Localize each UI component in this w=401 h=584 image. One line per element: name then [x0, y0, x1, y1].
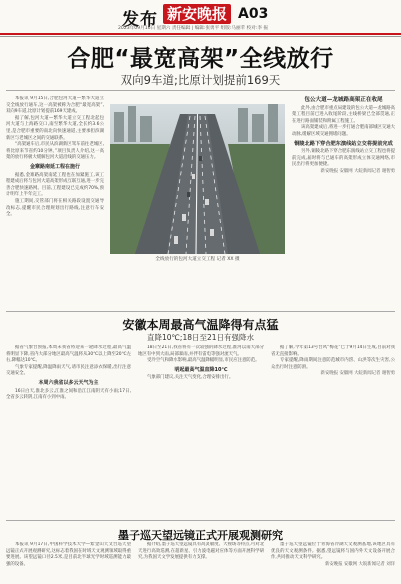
lead-paragraph: 本报讯 9月15日,合肥包河大道—繁华大道立交全线放行通车,这一高架被称为合肥“最宽高架”,双向9车道,比原计划提前169天建成。 [6, 96, 104, 115]
weather-subheadline: 直降10℃;18日至21日有强降水 [146, 333, 255, 342]
weather-paragraph: 据了解,今年第13号台风“梅花”已于9月14日生成,目前对我省无直接影响。 [271, 345, 395, 357]
photo-caption: 全线放行的包河大道立交工程 记者 XX 摄 [155, 257, 240, 262]
weather-paragraph: 18日至21日,我省将有一次较强的降水过程,淮河以南大部分地区有中到大雨,局部暴雨,并伴有雷电等强对流天气。 [138, 345, 264, 357]
lead-subheadline: 双向9车道;比原计划提前169天 [120, 73, 281, 87]
headline-divider [6, 90, 395, 91]
side-story-paragraph: 另外,铜陵北路下穿合肥东演线站立交工程也将提前完成,届时将与已通车的高架形成立体交通网络,市民出行将更加便捷。 [292, 149, 395, 168]
weather-left-column [6, 345, 131, 515]
section-title: 发布 [122, 10, 158, 30]
weather-paragraph: 受冷空气和降水影响,最高气温降幅明显,市民应注意防范。 [147, 358, 260, 364]
weather-paragraph: 专家提醒,降雨期间注意防范城市内涝、山洪等次生灾害,公众出行时注意防滑。 [271, 358, 395, 370]
masthead-meta: 2023年09月16日 星期六 责任编辑 | 编辑:张勇平 组版:马丽苹 校对:李 振 [118, 26, 269, 31]
lead-story-left-column [6, 96, 104, 308]
lead-paragraph: 据了解,包河大道—繁华大道立交工程北起包河大道与上海路交口,南至繁华大道,全长约3.6公里,是合肥市重要的南北向快速通道,主要承担滨湖新区与老城区之间的交通联系。 [6, 115, 104, 141]
weather-subheading: 明起最高气温直降10℃ [174, 366, 228, 373]
telescope-column-2 [138, 542, 264, 582]
telescope-byline: 新安晚报 安徽网 大皖新闻记者 刘洋 [324, 561, 395, 567]
masthead-thin-rule [0, 36, 401, 37]
weather-headline: 安徽本周最高气温降得有点猛 [122, 318, 279, 332]
weather-middle-column [138, 345, 264, 515]
side-story-paragraph: 此外,由合肥市重点局建设的包公大道—龙城路高架工程目前已进入收尾阶段,主线桥梁已全部贯通,正在进行路面铺装和附属工程施工。 [292, 105, 395, 124]
masthead [0, 0, 401, 36]
lead-paragraph: “高架通车后,市民从滨湖新区驾车前往老城区,将比原来节省约10分钟。”项目负责人介绍,这一高架的放行将极大缓解包河大道沿线的交通压力。 [6, 142, 104, 161]
weather-subheading: 本周六我省以多云天气为主 [38, 379, 99, 386]
weather-right-column [271, 345, 395, 515]
side-story-paragraph: 该高架建成后,将进一步打通合肥南部城区交通大动脉,缓解区域交通拥堵问题。 [292, 125, 395, 137]
telescope-column-1 [6, 542, 131, 582]
page-number: A03 [238, 6, 269, 22]
telescope-paragraph: 据介绍,墨子巡天望远镜具有高灵敏度、大视场等特点,可对北天进行高效巡测,在超新星、引力波电磁对应体等方面开展科学研究,为我国天文学发展提供有力支撑。 [138, 542, 264, 561]
side-story-heading: 包公大道—龙城路高架正在收尾 [304, 97, 383, 103]
telescope-headline: 墨子巡天望远镜正式开展观测研究 [118, 529, 283, 542]
side-story-byline: 新安晚报 安徽网 大皖新闻记者 谢智勇 [320, 168, 395, 174]
section-divider [6, 311, 395, 312]
weather-paragraph: 16日白天,淮北多云,江淮之间和沿江江南阴天有小雨;17日,全省多云转阴,江南有小到中雨。 [6, 388, 131, 401]
lead-subheading: 金寨路南延工程在施行 [29, 163, 80, 170]
lead-headline: 合肥“最宽高架”全线放行 [67, 46, 334, 72]
telescope-column-3 [271, 542, 395, 582]
weather-paragraph: 气象部门建议,关注天气变化,合理安排出行。 [147, 375, 234, 381]
weather-byline: 新安晚报 安徽网 大皖新闻记者 谢智勇 [320, 371, 395, 377]
masthead-red-rule [0, 33, 401, 35]
highway-aerial-image [110, 104, 285, 254]
lead-paragraph: 据悉,金寨路高架南延工程也在加紧施工,该工程建成后将与包河大道高架形成互联互通,进一步完善合肥快速路网。目前,工程建设已完成约70%,预计明年上半年完工。 [6, 172, 104, 198]
side-story-subheading: 铜陵北路下穿合肥东演线站立交将提前完成 [294, 140, 393, 147]
telescope-paragraph: 本报讯 9月17日,中国科学技术大学—紫金山天文台巡天望远镜正式开展观测研究,这标志着我国在时域天文观测领域取得重要进展。该望远镜口径2.5米,是目前北半球光学时域巡测能力最强的设备。 [6, 542, 131, 567]
newspaper-logo: 新安晚报 [163, 4, 231, 24]
telescope-paragraph: 墨子巡天望远镜位于青海省冷湖天文观测基地,该地区具有优良的天文观测条件。据悉,望远镜将与国内外天文设备开展合作,共同推动天文科学研究。 [271, 542, 395, 561]
side-story-column [292, 95, 395, 307]
highway-photo [110, 104, 285, 254]
weather-paragraph: 据省气象台预报,本周末我省将迎来一轮降水过程,最高气温将明显下降,省内大部分地区最高气温将从30℃以上降至20℃左右,降幅达10℃。 [6, 345, 131, 364]
section-divider [6, 520, 395, 521]
weather-paragraph: 气象专家提醒,降温降雨天气,请市民注意添衣保暖,出行注意交通安全。 [6, 364, 131, 377]
lead-paragraph: 施工期间,交管部门将在相关路段设置交通导改标志,提醒市民合理规划出行路线,注意行车安全。 [6, 198, 104, 218]
